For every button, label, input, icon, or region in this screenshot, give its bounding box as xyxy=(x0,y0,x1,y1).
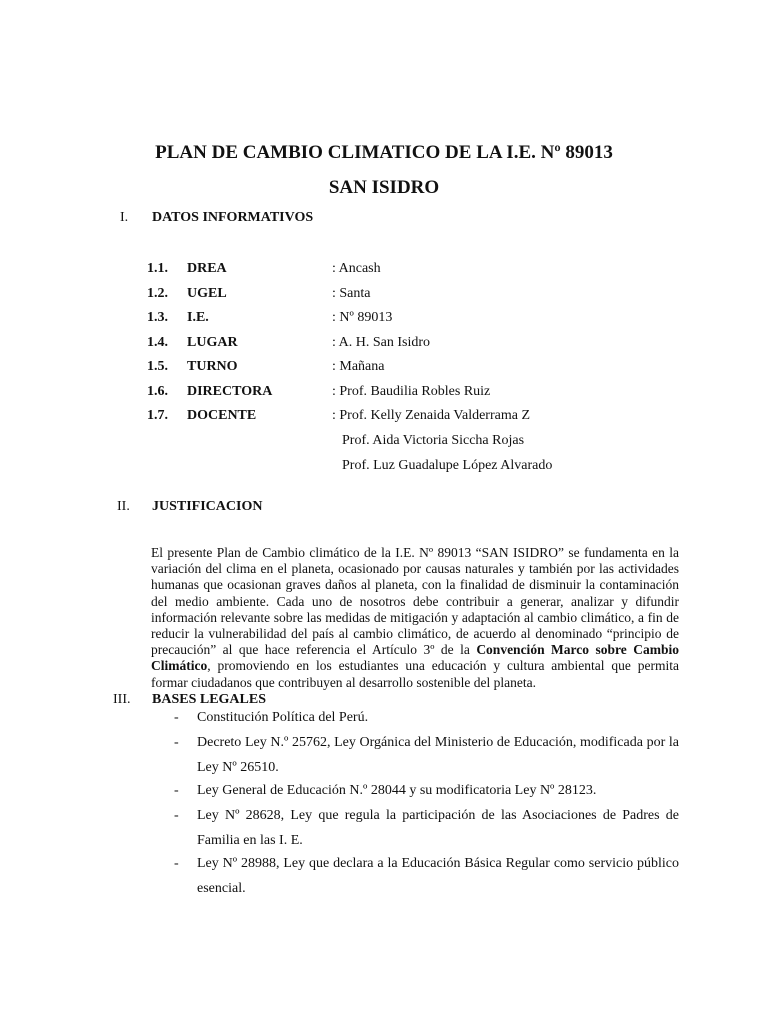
section-3-title: BASES LEGALES xyxy=(152,692,266,707)
list-item-text: Ley Nº 28628, Ley que regula la participación de las Asociaciones de Padres de Familia en las I. E. xyxy=(197,808,679,848)
bullet-dash: - xyxy=(174,710,179,725)
info-row-number: 1.1. xyxy=(147,261,168,276)
info-row-label: DREA xyxy=(187,261,227,276)
justificacion-bold-reference: Convención Marco sobre Cambio Climático xyxy=(151,642,679,674)
info-row-number: 1.5. xyxy=(147,359,168,374)
section-2-number: II. xyxy=(117,499,130,514)
info-row-value: : Mañana xyxy=(332,359,385,374)
info-row-value: : Santa xyxy=(332,286,371,301)
info-row-directora xyxy=(0,384,768,404)
info-row-lugar xyxy=(0,335,768,355)
info-row-turno xyxy=(0,359,768,379)
docente-extra-1: Prof. Aida Victoria Siccha Rojas xyxy=(342,433,525,448)
info-row-docente xyxy=(0,408,768,428)
justificacion-paragraph xyxy=(151,545,679,691)
list-item-text: Constitución Política del Perú. xyxy=(197,710,369,725)
info-row-number: 1.2. xyxy=(147,286,168,301)
info-row-number: 1.6. xyxy=(147,384,168,399)
justificacion-text-2: , promoviendo en los estudiantes una educación y cultura ambiental que permita formar ciudadanos que contribuyen al desarrollo sostenible del planeta. xyxy=(151,658,679,690)
list-item-text: Decreto Ley N.º 25762, Ley Orgánica del Ministerio de Educación, modificada por la Ley Nº 26510. xyxy=(197,735,679,775)
info-row-number: 1.4. xyxy=(147,335,168,350)
info-row-value: : A. H. San Isidro xyxy=(332,335,430,350)
document-title: PLAN DE CAMBIO CLIMATICO DE LA I.E. Nº 89013 xyxy=(155,142,613,163)
info-row-label: I.E. xyxy=(187,310,209,325)
section-2-title: JUSTIFICACION xyxy=(152,499,263,514)
info-row-label: LUGAR xyxy=(187,335,238,350)
bullet-dash: - xyxy=(174,735,179,750)
section-1-number: I. xyxy=(120,210,129,225)
info-row-ugel xyxy=(0,286,768,306)
info-row-label: DIRECTORA xyxy=(187,384,273,399)
bullet-dash: - xyxy=(174,808,179,823)
section-3-number: III. xyxy=(113,692,131,707)
document-subtitle: SAN ISIDRO xyxy=(328,177,440,198)
info-row-value: : Prof. Kelly Zenaida Valderrama Z xyxy=(332,408,531,423)
list-item-text: Ley General de Educación N.º 28044 y su modificatoria Ley Nº 28123. xyxy=(197,783,597,798)
section-1-title: DATOS INFORMATIVOS xyxy=(152,210,314,225)
info-row-value: : Prof. Baudilia Robles Ruiz xyxy=(332,384,491,399)
info-row-value: : Nº 89013 xyxy=(332,310,393,325)
info-row-number: 1.7. xyxy=(147,408,168,423)
bullet-dash: - xyxy=(174,783,179,798)
info-row-drea xyxy=(0,261,768,281)
info-row-number: 1.3. xyxy=(147,310,168,325)
justificacion-text-1: El presente Plan de Cambio climático de la I.E. Nº 89013 “SAN ISIDRO” se fundamenta en la variación del clima en el planeta, ocasionado por causas naturales y también por las actividades humanas que ocasionan graves daños al planeta, con la finalidad de disminuir la contaminación del medio ambiente. Cada uno de nosotros debe contribuir a generar, analizar y difundir información relevante sobre las medidas de mitigación y adaptación al cambio climático, a fin de reducir la vulnerabilidad del país al cambio climático, de acuerdo al denominado “principio de precaución” al que hace referencia el Artículo 3º de la xyxy=(151,545,679,658)
info-row-label: UGEL xyxy=(187,286,227,301)
bullet-dash: - xyxy=(174,856,179,871)
info-row-ie xyxy=(0,310,768,330)
info-row-label: TURNO xyxy=(187,359,238,374)
info-row-label: DOCENTE xyxy=(187,408,257,423)
docente-extra-2: Prof. Luz Guadalupe López Alvarado xyxy=(342,458,553,473)
list-item-text: Ley Nº 28988, Ley que declara a la Educación Básica Regular como servicio público esencial. xyxy=(197,856,679,896)
info-row-value: : Ancash xyxy=(332,261,381,276)
